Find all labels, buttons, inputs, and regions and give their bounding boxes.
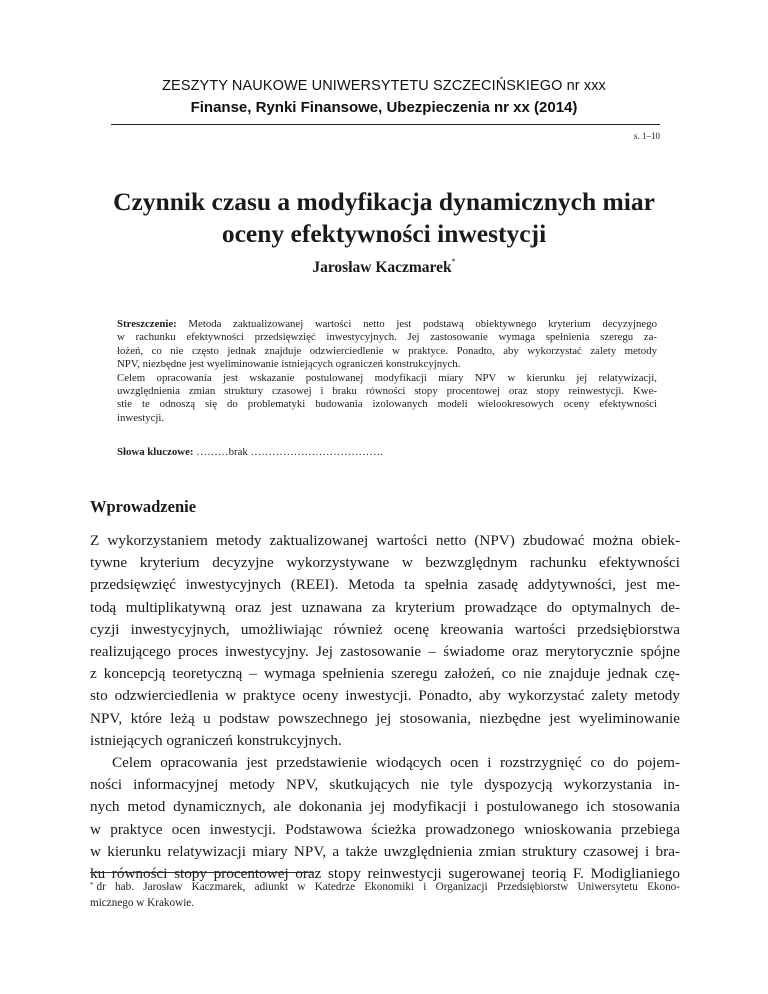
- keywords-label: Słowa kluczowe:: [117, 446, 194, 458]
- footnote: [90, 880, 680, 910]
- body-line: istniejących ograniczeń konstrukcyjnych.: [90, 731, 342, 749]
- body-line: sto odzwierciedlenia w praktyce oceny inwestycji. Ponadto, aby wykorzystać zalety metody: [90, 687, 680, 705]
- keywords: [117, 446, 383, 458]
- abstract-line: łożeń, co nie często jednak znajduje odzwierciedlenie w praktyce. Ponadto, aby wykorzystać zalety metody: [117, 344, 657, 357]
- abstract-line: Streszczenie: Metoda zaktualizowanej wartości netto jest podstawą obiektywnego kryterium decyzyjnego: [117, 318, 657, 330]
- abstract-label: Streszczenie:: [117, 318, 177, 330]
- body-line: Celem opracowania jest przedstawienie wiodących ocen i rozstrzygnięć co do pojem-: [112, 754, 680, 772]
- abstract-line: Celem opracowania jest wskazanie postulowanej modyfikacji miary NPV w kierunku jej relatywizacji,: [117, 371, 657, 384]
- title-line: oceny efektywności inwestycji: [221, 219, 547, 248]
- abstract: [117, 318, 657, 425]
- body-line: tywne kryterium decyzyjne wykorzystywane w bezwzględnym rachunku efektywności: [90, 554, 680, 572]
- body-line: Z wykorzystaniem metody zaktualizowanej wartości netto (NPV) zbudować można obiek-: [90, 532, 680, 549]
- keywords-value: ………brak ……………………………….: [196, 446, 383, 458]
- footnote-rule: [90, 872, 314, 873]
- journal-series: Finanse, Rynki Finansowe, Ubezpieczenia nr xx (2014): [190, 99, 578, 116]
- body-line: w praktyce ocen inwestycji. Podstawowa ścieżka prowadzonego wnioskowania przebiega: [90, 820, 680, 838]
- body-line: todą multiplikatywną oraz jest uznawana za kryterium prowadzące do optymalnych de-: [90, 598, 680, 616]
- abstract-line: inwestycji.: [117, 411, 165, 424]
- body-text: [90, 530, 680, 885]
- body-line: realizującego proces inwestycyjny. Jej zastosowanie – świadome oraz merytorycznie spójne: [90, 643, 680, 661]
- body-line: cyzji inwestycyjnych, umożliwiając również ocenę kreowania wartości przedsiębiorstwa: [90, 620, 680, 638]
- abstract-line: NPV, niezbędne jest wyeliminowanie istniejących ograniczeń konstrukcyjnych.: [117, 358, 461, 371]
- body-line: z koncepcją teoretyczną – wymaga spełnienia szeregu założeń, co nie znajduje jednak czę-: [90, 665, 680, 683]
- header-rule: [111, 124, 660, 125]
- body-line: ku równości stopy procentowej oraz stopy reinwestycji sugerowanej teorią F. Modiglianiego: [90, 865, 680, 883]
- body-line: nych metod dynamicznych, ale dokonania jej modyfikacji i postulowanego ich stosowania: [90, 798, 680, 816]
- abstract-line: stie te odnoszą się do problematyki budowania izolowanych modeli wielookresowych oceny efektywności: [117, 398, 657, 411]
- footnote-line: micznego w Krakowie.: [90, 896, 195, 909]
- body-line: NPV, które leżą u podstaw powszechnego jej stosowania, niezbędne jest wyeliminowanie: [90, 709, 680, 727]
- article-title: [0, 186, 768, 250]
- section-heading: Wprowadzenie: [90, 497, 197, 516]
- author-name: Jarosław Kaczmarek: [312, 259, 452, 277]
- body-line: przedsięwzięć inwestycyjnych (REEI). Metoda ta spełnia zasadę addytywności, jest me-: [90, 576, 680, 594]
- body-line: w kierunku relatywizacji miary NPV, a także uwzględnienia zmian struktury czasowej i bra-: [90, 842, 680, 860]
- journal-name: ZESZYTY NAUKOWE UNIWERSYTETU SZCZECIŃSKIEGO nr xxx: [162, 78, 606, 94]
- body-line: ności informacyjnej metody NPV, skutkujących nie tyle dyspozycją wykorzystania in-: [90, 776, 680, 794]
- title-line: Czynnik czasu a modyfikacja dynamicznych miar: [113, 187, 655, 216]
- author: [0, 259, 768, 277]
- footnote-mark: *: [90, 881, 94, 889]
- abstract-line: w rachunku efektywności przedsięwzięć inwestycyjnych. Jej zastosowanie wymaga spełnienia szeregu za-: [117, 331, 657, 344]
- footnote-line: * dr hab. Jarosław Kaczmarek, adiunkt w Katedrze Ekonomiki i Organizacji Przedsiębiorstw Uniwersytetu Ekono-: [90, 881, 680, 893]
- page-range: s. 1–10: [633, 131, 660, 141]
- author-footnote-mark: *: [451, 257, 456, 266]
- abstract-line: uwzględnienia zmian struktury czasowej i braku równości stopy procentowej oraz stopy reinwestycji. Kwe-: [117, 385, 657, 398]
